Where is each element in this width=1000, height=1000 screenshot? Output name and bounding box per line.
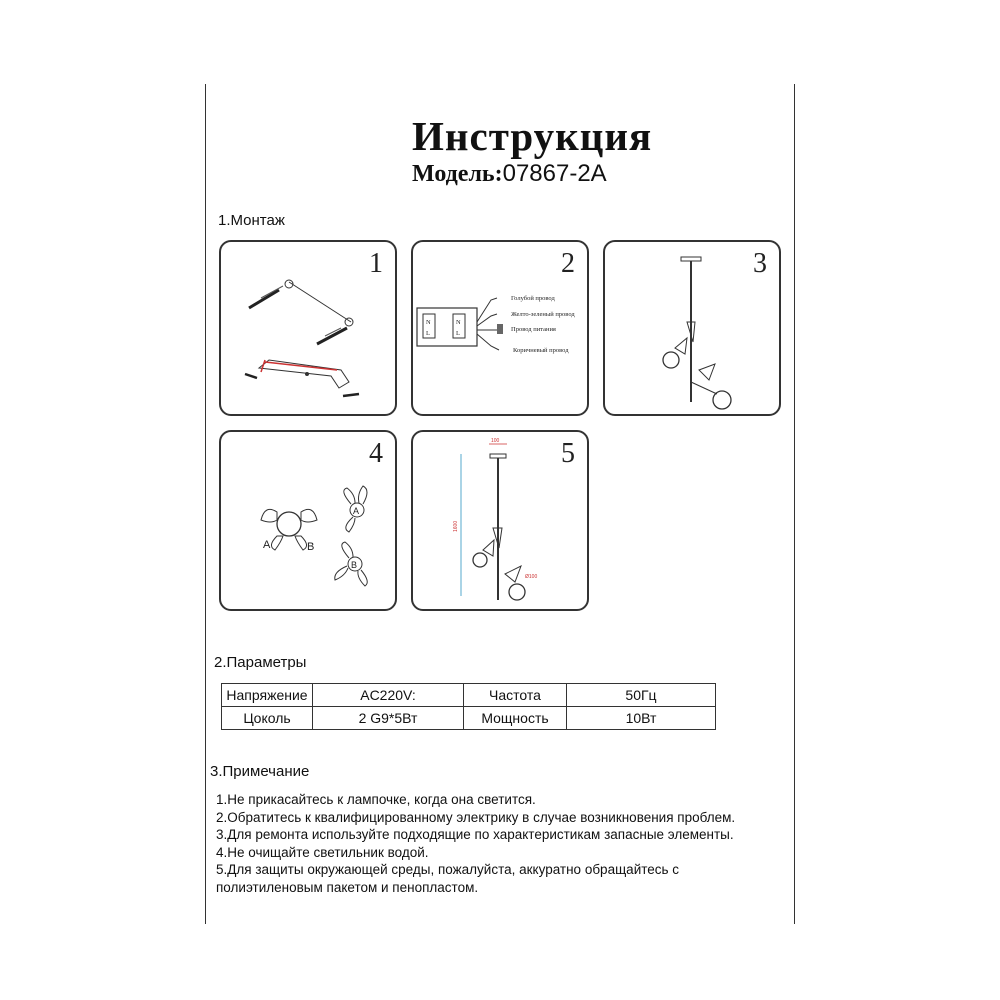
step-panel-1 <box>219 240 397 416</box>
notes-list <box>216 791 786 896</box>
step-panel-4 <box>219 430 397 611</box>
step-panel-2 <box>411 240 589 416</box>
wire-label-yellow-green: Желто-зеленый провод <box>511 311 575 318</box>
list-item: 2.Обратитесь к квалифицированному электрику в случае возникновения проблем. <box>216 809 736 825</box>
wiring-diagram-illustration <box>413 242 587 414</box>
wire-label-power: Провод питания <box>511 326 556 333</box>
table-cell: Напряжение <box>222 684 313 707</box>
shade-assembly-illustration <box>221 432 395 609</box>
part-label-b-shade: B <box>351 560 358 570</box>
dimension-diameter: Ø100 <box>525 574 538 580</box>
svg-text:L: L <box>426 330 430 337</box>
step-number: 5 <box>561 438 575 469</box>
dimension-height: 1600 <box>453 520 459 532</box>
model-label: Модель: <box>412 161 503 187</box>
table-cell: Частота <box>464 684 567 707</box>
section-params-heading: 2.Параметры <box>214 654 307 671</box>
document-title: Инструкция <box>412 113 653 159</box>
svg-text:N: N <box>456 319 461 326</box>
table-cell: 50Гц <box>567 684 716 707</box>
dimension-width: 100 <box>491 438 500 444</box>
table-row <box>222 707 716 730</box>
section-notes-heading: 3.Примечание <box>210 763 310 780</box>
dimensions-illustration <box>413 432 587 609</box>
list-item: 4.Не очищайте светильник водой. <box>216 844 429 860</box>
bracket-mount-illustration <box>221 242 395 414</box>
list-item: 3.Для ремонта используйте подходящие по характеристикам запасные элементы. <box>216 827 734 842</box>
part-label-b: B <box>307 541 315 553</box>
part-label-a: A <box>263 539 271 551</box>
table-cell: Мощность <box>464 707 567 730</box>
svg-text:L: L <box>456 330 460 337</box>
list-item: 1.Не прикасайтесь к лампочке, когда она светится. <box>216 792 536 807</box>
table-cell: 2 G9*5Вт <box>313 707 464 730</box>
section-mount-heading: 1.Монтаж <box>218 212 285 229</box>
table-row <box>222 684 716 707</box>
list-item: полиэтиленовым пакетом и пенопластом. <box>216 879 479 895</box>
table-cell: Цоколь <box>222 707 313 730</box>
params-table <box>221 683 716 730</box>
model-line <box>412 160 607 188</box>
step-panel-5 <box>411 430 589 611</box>
step-number: 2 <box>561 248 575 279</box>
model-value: 07867-2A <box>502 160 607 187</box>
list-item: 5.Для защиты окружающей среды, пожалуйста, аккуратно обращайтесь с <box>216 862 680 877</box>
wire-label-blue: Голубой провод <box>511 295 555 302</box>
assembled-lamp-illustration <box>605 242 779 414</box>
part-label-a-shade: A <box>353 506 360 516</box>
step-number: 3 <box>753 248 767 279</box>
table-cell: 10Вт <box>567 707 716 730</box>
table-cell: AC220V: <box>313 684 464 707</box>
step-number: 1 <box>369 248 383 279</box>
wire-label-brown: Коричневый провод <box>513 347 569 354</box>
svg-text:N: N <box>426 319 431 326</box>
step-panel-3 <box>603 240 781 416</box>
step-number: 4 <box>369 438 383 469</box>
